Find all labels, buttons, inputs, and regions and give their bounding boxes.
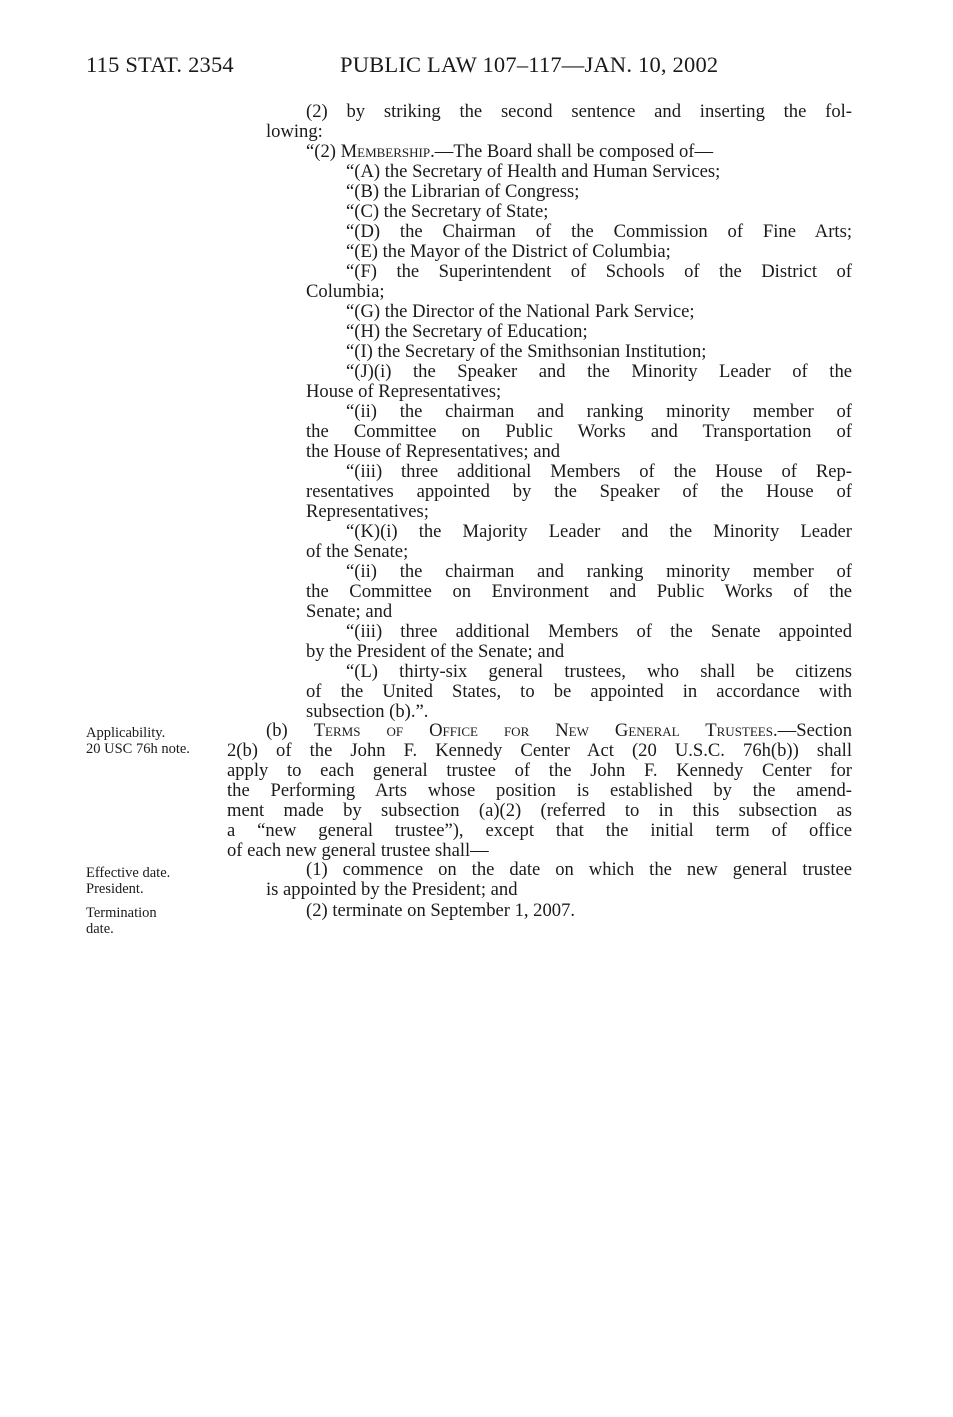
text-line: “(iii) three additional Members of the House of Rep-	[346, 461, 852, 482]
text-line: resentatives appointed by the Speaker of the House of	[306, 481, 852, 502]
text-line: apply to each general trustee of the John F. Kennedy Center for	[227, 760, 852, 781]
margin-note-effective-date: Effective date.	[86, 865, 171, 881]
section-heading-line: (b) Terms of Office for New General Trustees.—Section	[266, 720, 852, 741]
text-line: “(ii) the chairman and ranking minority member of	[346, 401, 852, 422]
text-line: of the United States, to be appointed in accordance with	[306, 681, 852, 702]
margin-note-citation: 20 USC 76h note.	[86, 741, 190, 757]
text-line: (2) by striking the second sentence and inserting the fol-	[306, 101, 852, 122]
text-line: a “new general trustee”), except that the initial term of office	[227, 820, 852, 841]
text-line: “(I) the Secretary of the Smithsonian Institution;	[346, 341, 707, 362]
text-line: of each new general trustee shall—	[227, 840, 489, 861]
running-header: PUBLIC LAW 107–117—JAN. 10, 2002	[340, 52, 719, 77]
text-line: “(2) Membership.—The Board shall be composed of—	[306, 141, 714, 162]
text-line: “(C) the Secretary of State;	[346, 201, 549, 222]
text-line: “(L) thirty-six general trustees, who shall be citizens	[346, 661, 852, 682]
text-line: 2(b) of the John F. Kennedy Center Act (20 U.S.C. 76h(b)) shall	[227, 740, 852, 761]
text-line: “(F) the Superintendent of Schools of the District of	[346, 261, 852, 282]
text-line: “(ii) the chairman and ranking minority member of	[346, 561, 852, 582]
text-line: Columbia;	[306, 281, 385, 302]
text-line: “(A) the Secretary of Health and Human Services;	[346, 161, 721, 182]
text-line: (2) terminate on September 1, 2007.	[306, 900, 576, 921]
text-line: the Committee on Environment and Public Works of the	[306, 581, 852, 602]
text-line: “(D) the Chairman of the Commission of Fine Arts;	[346, 221, 852, 242]
text-line: by the President of the Senate; and	[306, 641, 565, 662]
text-line: is appointed by the President; and	[266, 879, 518, 900]
text-line: ment made by subsection (a)(2) (referred to in this subsection as	[227, 800, 852, 821]
margin-note-termination: Termination	[86, 905, 157, 921]
text-line: Senate; and	[306, 601, 393, 622]
text-line: the Committee on Public Works and Transportation of	[306, 421, 852, 442]
text-line: the Performing Arts whose position is established by the amend-	[227, 780, 852, 801]
margin-note-applicability: Applicability.	[86, 725, 166, 741]
text-line: lowing:	[266, 121, 323, 142]
text-line: “(J)(i) the Speaker and the Minority Leader of the	[346, 361, 852, 382]
text-line: “(iii) three additional Members of the Senate appointed	[346, 621, 852, 642]
text-line: “(E) the Mayor of the District of Columbia;	[346, 241, 671, 262]
text-line: “(H) the Secretary of Education;	[346, 321, 588, 342]
text-line: (1) commence on the date on which the new general trustee	[306, 859, 852, 880]
margin-note-president: President.	[86, 881, 144, 897]
text-line: of the Senate;	[306, 541, 409, 562]
text-line: Representatives;	[306, 501, 429, 522]
text-line: “(B) the Librarian of Congress;	[346, 181, 580, 202]
margin-note-date: date.	[86, 921, 114, 937]
text-line: “(K)(i) the Majority Leader and the Minority Leader	[346, 521, 852, 542]
page-stat-number: 115 STAT. 2354	[86, 52, 234, 77]
text-line: the House of Representatives; and	[306, 441, 561, 462]
text-line: subsection (b).”.	[306, 701, 429, 722]
text-line: “(G) the Director of the National Park Service;	[346, 301, 695, 322]
text-line: House of Representatives;	[306, 381, 502, 402]
